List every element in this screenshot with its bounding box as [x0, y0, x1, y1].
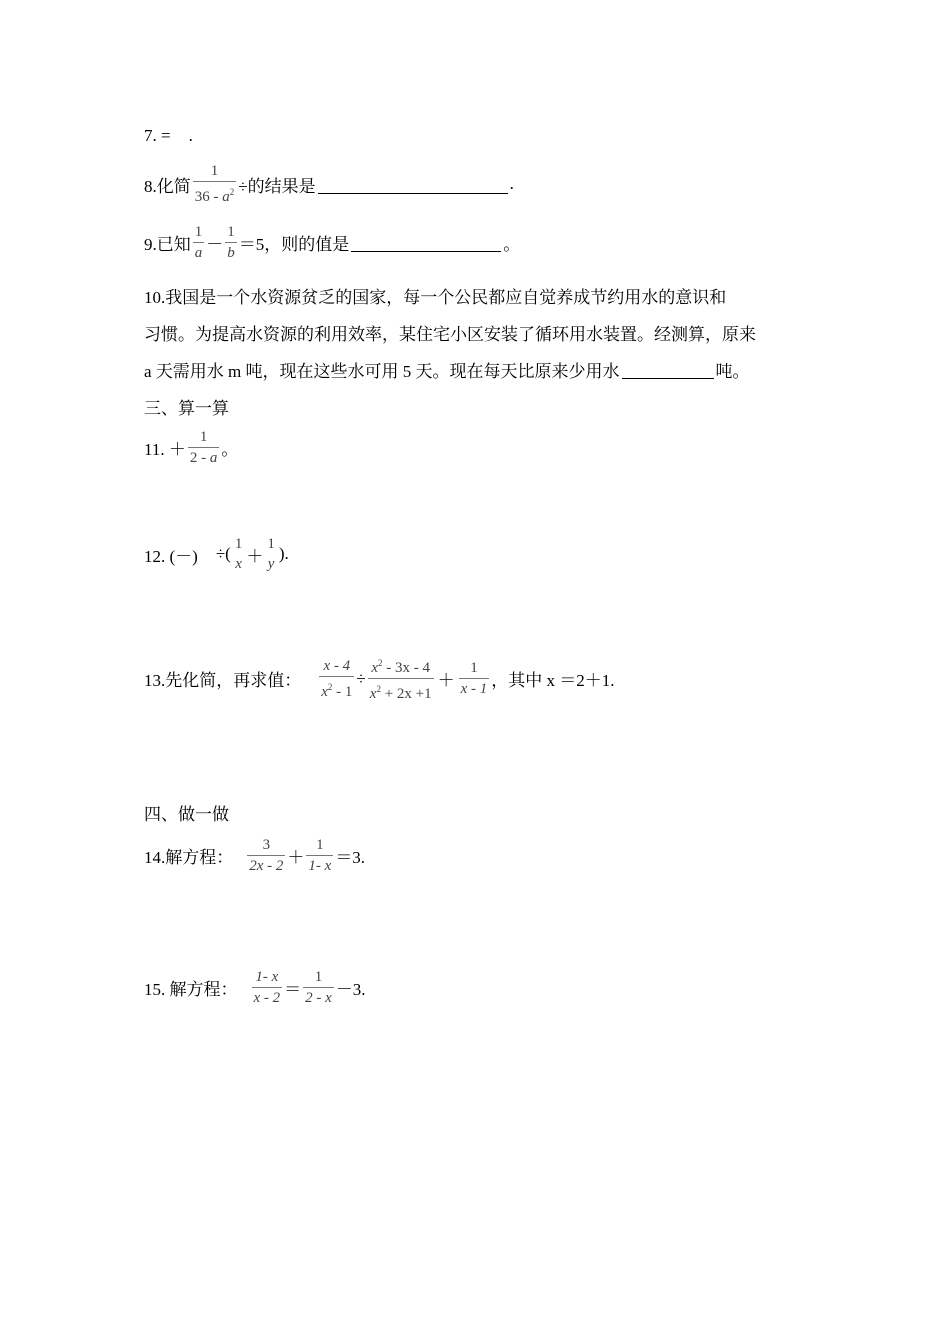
q13-f2-den-var: x — [369, 686, 377, 702]
q9-fraction-1 — [193, 223, 205, 262]
q13-fraction-3 — [459, 659, 490, 698]
q12-mid: ÷( — [215, 544, 231, 563]
q13-divide: ÷ — [356, 668, 366, 688]
question-10-line-1 — [144, 283, 726, 308]
q9-mid: ＝5，则的值是 — [238, 235, 350, 254]
question-12 — [144, 535, 289, 573]
q11-num: 1 — [199, 429, 208, 445]
question-8 — [144, 162, 514, 206]
q13-label: 13.先化简，再求值： — [144, 671, 302, 690]
q15-fraction-1 — [252, 968, 283, 1007]
q11-den-var: a — [209, 450, 218, 466]
q7-label: 7. = — [144, 126, 171, 145]
q7-tail: . — [188, 126, 193, 145]
question-9 — [144, 223, 520, 262]
q11-fraction — [188, 428, 220, 467]
q13-f2-den — [368, 678, 434, 703]
question-13 — [144, 654, 615, 703]
q13-f1-den-rest: - 1 — [332, 683, 353, 700]
q8-den-var: a — [222, 189, 230, 205]
q8-label: 8.化简 — [144, 176, 191, 196]
section-4-heading — [144, 800, 229, 825]
q14-tail: ＝3. — [335, 848, 366, 867]
q9-fraction-2 — [225, 223, 237, 262]
question-14 — [144, 836, 365, 875]
q13-f2-num-exp: 2 — [378, 658, 383, 668]
q12-tail: ). — [278, 544, 289, 563]
q13-f3-num: 1 — [470, 660, 478, 676]
q13-f1-den-var: x — [321, 683, 328, 700]
q11-den — [188, 447, 220, 467]
q14-f2-den: 1- x — [306, 855, 333, 875]
q8-den-const: 36 - — [194, 189, 219, 205]
q9-f2-den: b — [225, 242, 237, 262]
section-4-title: 四、做一做 — [144, 805, 229, 824]
q8-denominator — [193, 181, 237, 206]
q14-f1-den: 2x - 2 — [247, 855, 285, 875]
q12-label: 12. (－) — [144, 546, 198, 566]
q15-equals: ＝ — [284, 980, 302, 999]
q8-mid: ÷的结果是 — [238, 176, 316, 196]
q9-f1-num: 1 — [194, 224, 203, 240]
q8-answer-blank[interactable] — [318, 175, 508, 194]
q8-numerator: 1 — [210, 163, 219, 179]
q12-f2-den: y — [267, 556, 275, 572]
q12-fraction-2 — [265, 535, 277, 573]
q12-fraction-1 — [233, 535, 245, 573]
q14-f2-num: 1 — [316, 837, 324, 853]
q13-fraction-2 — [368, 654, 434, 703]
q15-f2-den: 2 - x — [303, 987, 334, 1007]
q13-plus: ＋ — [437, 671, 455, 690]
q13-f3-den: x - 1 — [459, 678, 490, 698]
q10-tail: 吨。 — [715, 362, 750, 381]
q13-f2-num-var: x — [371, 660, 379, 676]
question-15 — [144, 968, 366, 1007]
q13-f2-num-rest: - 3x - 4 — [382, 660, 431, 676]
q13-fraction-1 — [319, 657, 354, 701]
section-3-heading — [144, 394, 229, 419]
question-10-line-3 — [144, 357, 750, 382]
q12-plus: ＋ — [246, 546, 264, 566]
q15-f1-num: 1- x — [255, 969, 279, 985]
q13-f2-den-rest: + 2x +1 — [380, 686, 432, 702]
question-7 — [144, 126, 193, 146]
question-11 — [144, 428, 238, 467]
q13-f1-num: x - 4 — [323, 657, 351, 674]
q8-den-exp: 2 — [229, 187, 235, 197]
q15-fraction-2 — [303, 968, 334, 1007]
q14-label: 14.解方程： — [144, 848, 234, 867]
q12-f1-num: 1 — [234, 536, 243, 552]
q10-text-2: 习惯。为提高水资源的利用效率，某住宅小区安装了循环用水装置。经测算，原来 — [144, 325, 756, 344]
q10-text-1: 10.我国是一个水资源贫乏的国家，每一个公民都应自觉养成节约用水的意识和 — [144, 288, 727, 307]
q15-label: 15. 解方程： — [144, 980, 238, 999]
q8-fraction — [193, 162, 237, 206]
question-10-line-2 — [144, 320, 756, 345]
q9-answer-blank[interactable] — [351, 233, 501, 252]
q13-f1-den — [319, 676, 354, 701]
q14-f1-num: 3 — [262, 837, 271, 853]
q13-f2-num — [369, 654, 432, 678]
q14-plus: ＋ — [287, 848, 305, 867]
q13-f1-den-exp: 2 — [327, 681, 333, 692]
q14-fraction-1 — [247, 836, 285, 875]
section-3-title: 三、算一算 — [144, 399, 229, 418]
q13-f2-den-exp: 2 — [376, 684, 381, 694]
q15-f1-den: x - 2 — [252, 987, 283, 1007]
q10-text-3: a 天需用水 m 吨，现在这些水可用 5 天。现在每天比原来少用水 — [144, 362, 620, 381]
q12-f2-num: 1 — [267, 536, 275, 552]
q14-fraction-2 — [306, 836, 333, 875]
q15-tail: －3. — [335, 980, 366, 999]
q9-tail: 。 — [503, 235, 521, 254]
q11-label: 11. ＋ — [144, 440, 186, 459]
q10-answer-blank[interactable] — [622, 360, 714, 379]
q12-f1-den: x — [235, 556, 242, 572]
q9-f2-num: 1 — [227, 224, 235, 240]
q8-tail: . — [509, 174, 514, 193]
q11-den-const: 2 - — [189, 450, 207, 466]
q9-label: 9.已知 — [144, 235, 191, 254]
q9-minus: － — [206, 235, 224, 254]
q9-f1-den: a — [193, 242, 205, 262]
q15-f2-num: 1 — [314, 969, 323, 985]
q13-tail: ，其中 x ＝2＋1. — [491, 671, 615, 690]
q11-tail: 。 — [221, 440, 239, 459]
